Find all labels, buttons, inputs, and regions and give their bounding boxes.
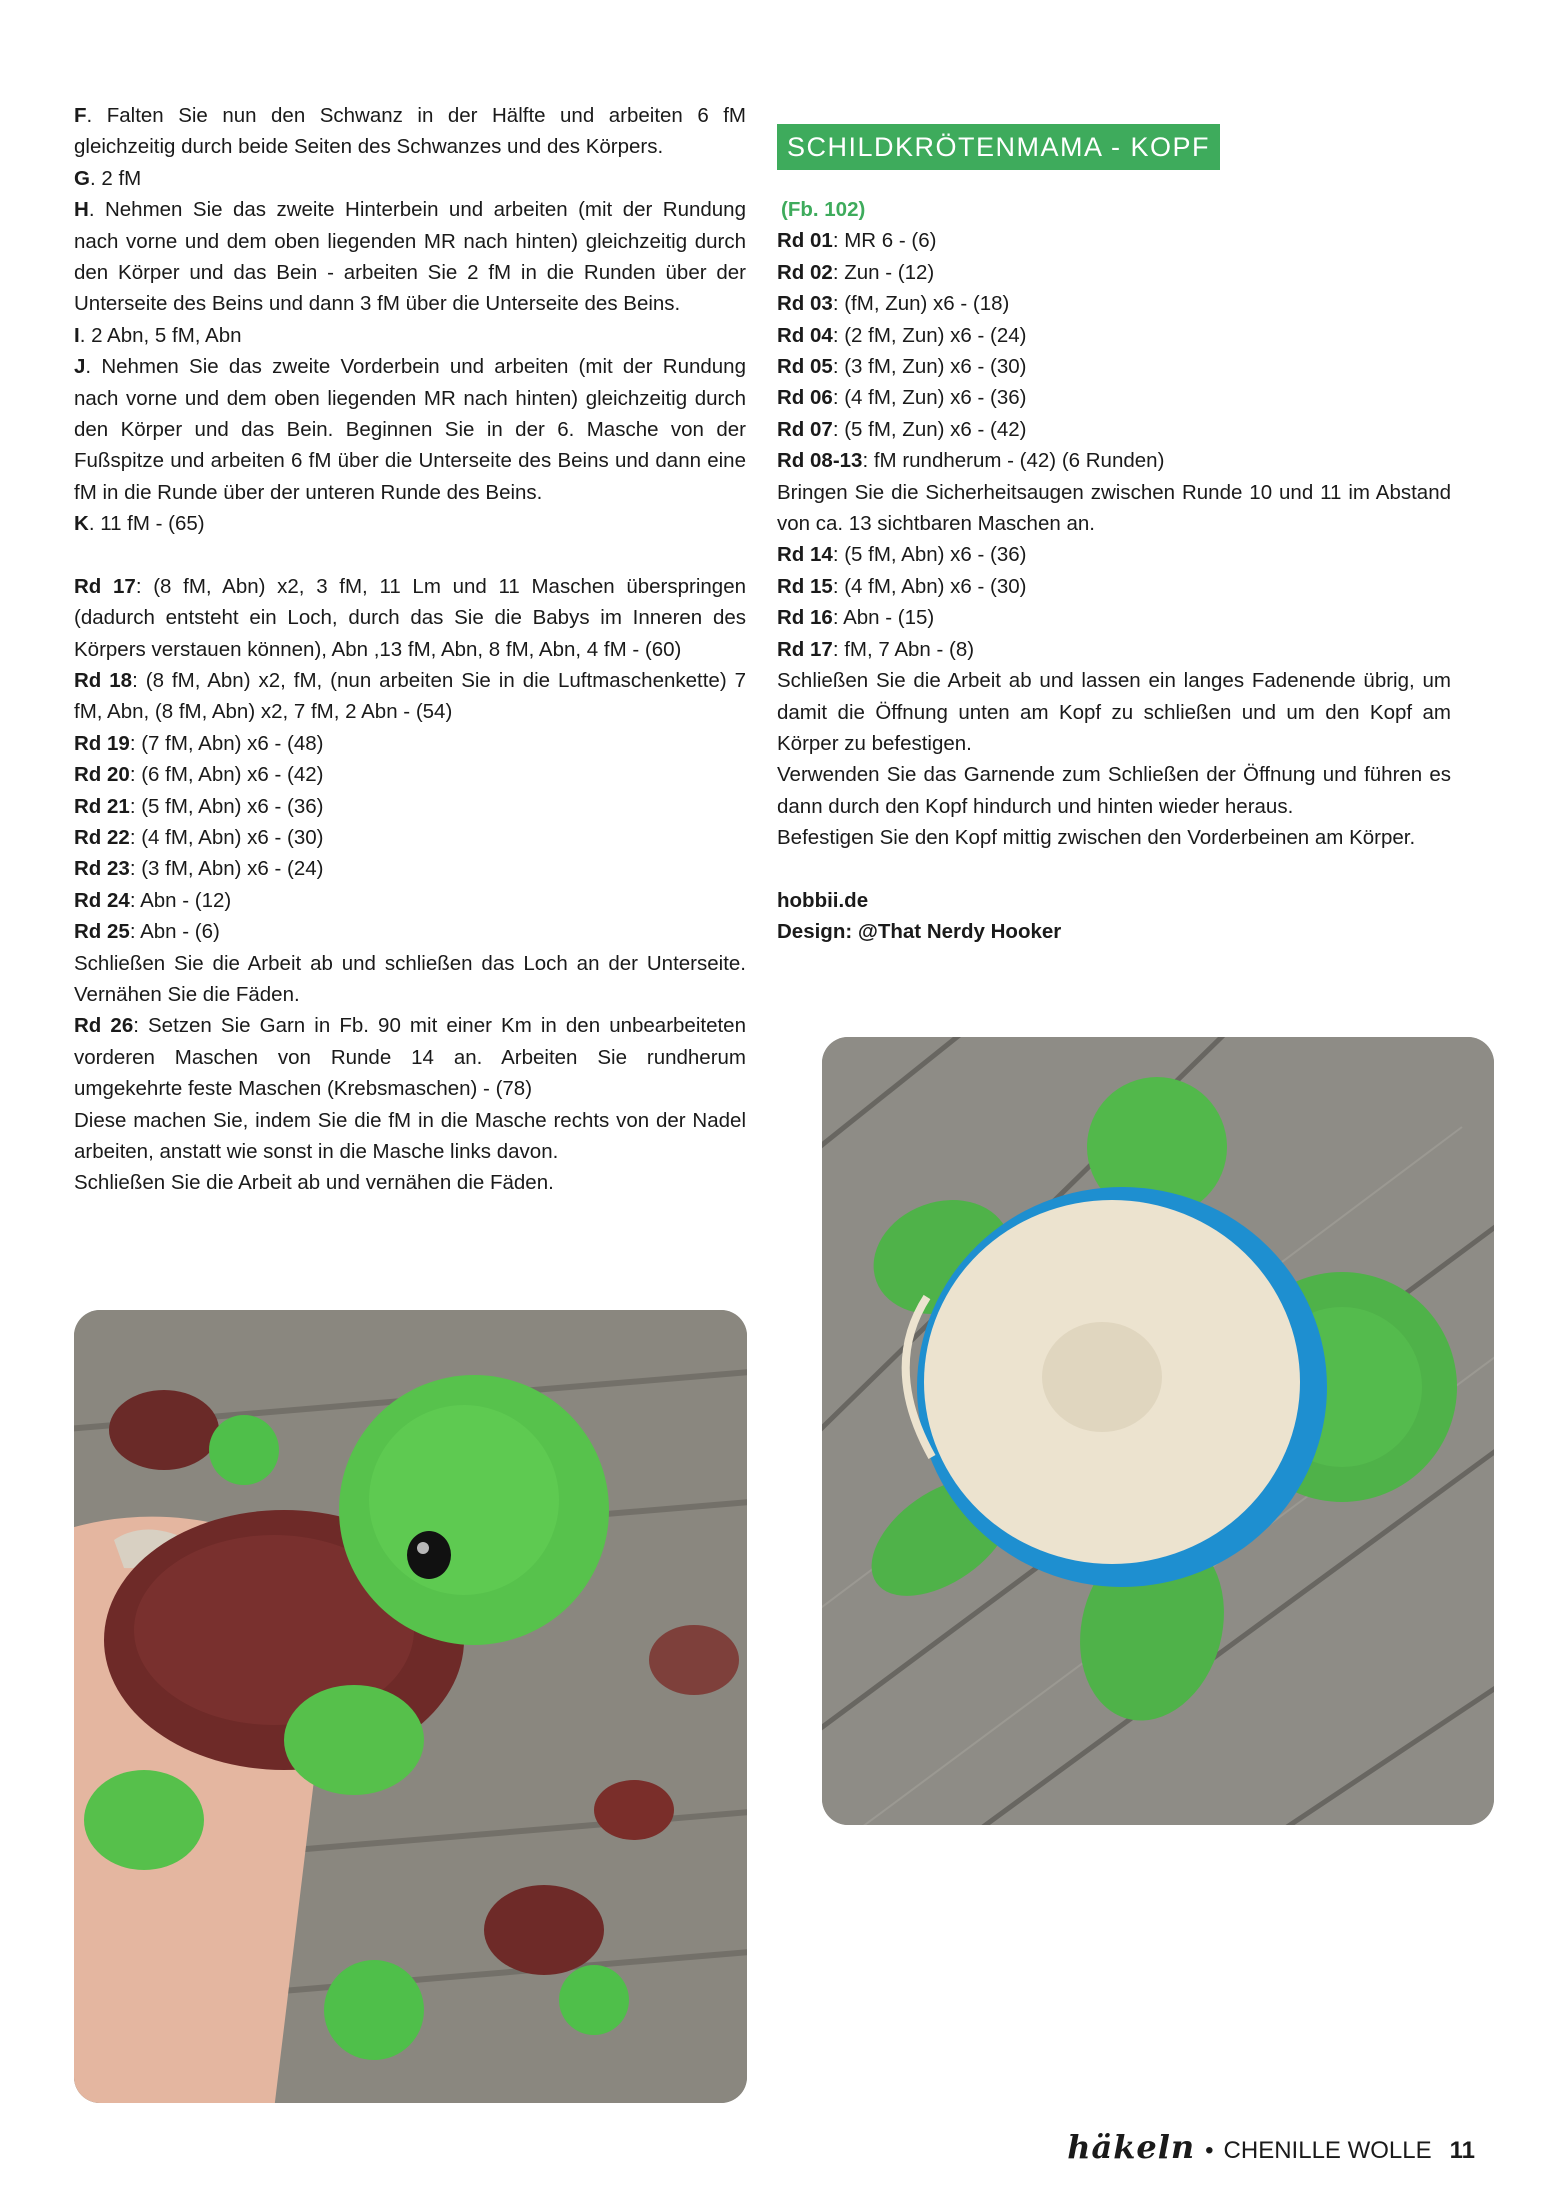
round-label: Rd 21 [74, 794, 130, 818]
round-row [74, 853, 746, 884]
step-label: H [74, 198, 89, 222]
round-row [777, 382, 1451, 413]
round-text: : (3 fM, Abn) x6 - (24) [129, 857, 324, 881]
round-row [74, 728, 746, 759]
step-g [74, 163, 746, 194]
round-text: : (5 fM, Abn) x6 - (36) [129, 794, 324, 818]
round-label: Rd 15 [777, 574, 833, 598]
round-label: Rd 17 [777, 637, 833, 661]
round-row [777, 320, 1451, 351]
yarn-color: (Fb. 102) [781, 198, 866, 221]
round-row [777, 225, 1451, 256]
turtle-in-hand-illustration [74, 1310, 747, 2103]
round-label: Rd 08-13 [777, 449, 863, 473]
eyes-instruction: Bringen Sie die Sicherheitsaugen zwischen Runde 10 und 11 im Abstand von ca. 13 sichtbaren Maschen an. [777, 480, 1451, 536]
step-text: . 11 fM - (65) [88, 512, 205, 536]
turtle-underside-photo [822, 1037, 1494, 1825]
round-text: : (7 fM, Abn) x6 - (48) [129, 731, 324, 755]
round-text: : Abn - (12) [129, 888, 232, 912]
round-text: : (4 fM, Abn) x6 - (30) [832, 574, 1027, 598]
step-k [74, 508, 746, 539]
round-text: : (6 fM, Abn) x6 - (42) [129, 763, 324, 787]
round-text: : MR 6 - (6) [832, 229, 937, 253]
round-text: : (fM, Zun) x6 - (18) [832, 292, 1010, 316]
round-text: : Abn - (15) [832, 606, 935, 630]
right-column [777, 100, 1451, 947]
round-row [777, 257, 1451, 288]
step-label: I [74, 323, 80, 347]
round-text: : Setzen Sie Garn in Fb. 90 mit einer Km in den unbearbeiteten vorderen Maschen von Runde 14 an. Arbeiten Sie rundherum umgekehrte feste Maschen (Krebsmaschen) - (78) [74, 1014, 746, 1101]
note-instruction: Diese machen Sie, indem Sie die fM in die Masche rechts von der Nadel arbeiten, anstatt wie sonst in die Masche links davon. [74, 1108, 746, 1163]
round-label: Rd 26 [74, 1014, 134, 1038]
step-i [74, 320, 746, 351]
round-row [74, 791, 746, 822]
step-text: . Nehmen Sie das zweite Hinterbein und arbeiten (mit der Rundung nach vorne und dem oben liegenden MR nach hinten) gleichzeitig durch den Körper und das Bein - arbeiten Sie 2 fM in die Runden über der Unterseite des Beins und dann 3 fM über die Unterseite des Beins. [74, 198, 746, 316]
round-row [74, 1010, 746, 1104]
left-column [74, 100, 746, 1199]
round-row [777, 351, 1451, 382]
round-label: Rd 04 [777, 323, 833, 347]
round-text: : (5 fM, Zun) x6 - (42) [832, 417, 1027, 441]
close-instruction: Schließen Sie die Arbeit ab und lassen ein langes Fadenende übrig, um damit die Öffnung unten am Kopf zu schließen und um den Kopf am Körper zu befestigen. [777, 669, 1451, 755]
magazine-logo: häkeln [1067, 2128, 1196, 2166]
spacer [74, 540, 746, 571]
round-text: : fM rundherum - (42) (6 Runden) [862, 449, 1165, 473]
round-text: : Zun - (12) [832, 260, 935, 284]
round-label: Rd 22 [74, 825, 130, 849]
designer-credit [777, 916, 1451, 947]
step-text: . Falten Sie nun den Schwanz in der Hälfte und arbeiten 6 fM gleichzeitig durch beide Seiten des Schwanzes und des Körpers. [74, 104, 746, 159]
round-text: : (5 fM, Abn) x6 - (36) [832, 543, 1027, 567]
round-label: Rd 07 [777, 417, 833, 441]
turtle-in-hand-photo [74, 1310, 747, 2103]
round-label: Rd 24 [74, 888, 130, 912]
round-row [74, 885, 746, 916]
yarn-instruction: Verwenden Sie das Garnende zum Schließen der Öffnung und führen es dann durch den Kopf hindurch und hinten wieder heraus. [777, 763, 1451, 818]
step-j [74, 351, 746, 508]
step-text: . 2 fM [89, 166, 142, 190]
round-text: : (3 fM, Zun) x6 - (30) [832, 355, 1027, 379]
round-row [777, 602, 1451, 633]
step-text: . 2 Abn, 5 fM, Abn [79, 323, 242, 347]
round-row [777, 634, 1451, 665]
site-link[interactable]: hobbii.de [777, 888, 869, 912]
round-label: Rd 19 [74, 731, 130, 755]
final-instruction: Schließen Sie die Arbeit ab und vernähen die Fäden. [74, 1171, 554, 1195]
round-row [74, 665, 746, 728]
round-label: Rd 20 [74, 763, 130, 787]
turtle-underside-illustration [822, 1037, 1494, 1825]
round-label: Rd 25 [74, 920, 130, 944]
round-row [74, 759, 746, 790]
round-row [74, 916, 746, 947]
step-label: G [74, 166, 90, 190]
round-text: : (8 fM, Abn) x2, fM, (nun arbeiten Sie in die Luftmaschenkette) 7 fM, Abn, (8 fM, Abn) x2, 7 fM, 2 Abn - (54) [74, 668, 747, 724]
step-h [74, 194, 746, 320]
round-label: Rd 23 [74, 857, 130, 881]
page-footer [1067, 2128, 1475, 2168]
round-text: : (8 fM, Abn) x2, 3 fM, 11 Lm und 11 Maschen überspringen (dadurch entsteht ein Loch, durch das Sie die Babys im Inneren des Körpers verstauen können), Abn ,13 fM, Abn, 8 fM, Abn, 4 fM - (60) [74, 574, 746, 661]
round-row [777, 571, 1451, 602]
step-label: J [74, 355, 86, 379]
round-text: : (4 fM, Abn) x6 - (30) [129, 825, 324, 849]
close-instruction: Schließen Sie die Arbeit ab und schließen das Loch an der Unterseite. Vernähen Sie die Fäden. [74, 951, 746, 1006]
step-text: . Nehmen Sie das zweite Vorderbein und arbeiten (mit der Rundung nach vorne und dem oben liegenden MR nach hinten) gleichzeitig durch den Körper und das Bein. Beginnen Sie in der 6. Masche von der Fußspitze und arbeiten 6 fM über die Unterseite des Beins und dann eine fM in die Runde über der unteren Runde des Beins. [74, 355, 746, 504]
round-text: : (4 fM, Zun) x6 - (36) [832, 386, 1027, 410]
round-row [74, 571, 746, 665]
site-credit [777, 885, 1451, 916]
round-text: : Abn - (6) [129, 920, 220, 944]
magazine-title: CHENILLE WOLLE [1223, 2137, 1432, 2164]
round-row [74, 822, 746, 853]
round-label: Rd 16 [777, 606, 833, 630]
round-label: Rd 02 [777, 260, 833, 284]
round-text: : fM, 7 Abn - (8) [832, 637, 975, 661]
round-row [777, 288, 1451, 319]
round-label: Rd 05 [777, 355, 833, 379]
step-label: F [74, 104, 87, 127]
round-label: Rd 17 [74, 574, 136, 598]
designer-name: Design: @That Nerdy Hooker [777, 919, 1062, 943]
round-text: : (2 fM, Zun) x6 - (24) [832, 323, 1027, 347]
section-heading: SCHILDKRÖTENMAMA - KOPF [777, 124, 1220, 170]
round-label: Rd 14 [777, 543, 833, 567]
round-row [777, 414, 1451, 445]
round-label: Rd 18 [74, 668, 133, 692]
page-number: 11 [1449, 2137, 1475, 2164]
spacer [777, 854, 1451, 885]
step-label: K [74, 512, 89, 536]
footer-bullet: • [1205, 2137, 1214, 2164]
round-label: Rd 06 [777, 386, 833, 410]
round-label: Rd 03 [777, 292, 833, 316]
round-label: Rd 01 [777, 229, 833, 253]
attach-instruction: Befestigen Sie den Kopf mittig zwischen den Vorderbeinen am Körper. [777, 826, 1416, 850]
step-f [74, 100, 746, 163]
round-row [777, 445, 1451, 476]
round-row [777, 539, 1451, 570]
